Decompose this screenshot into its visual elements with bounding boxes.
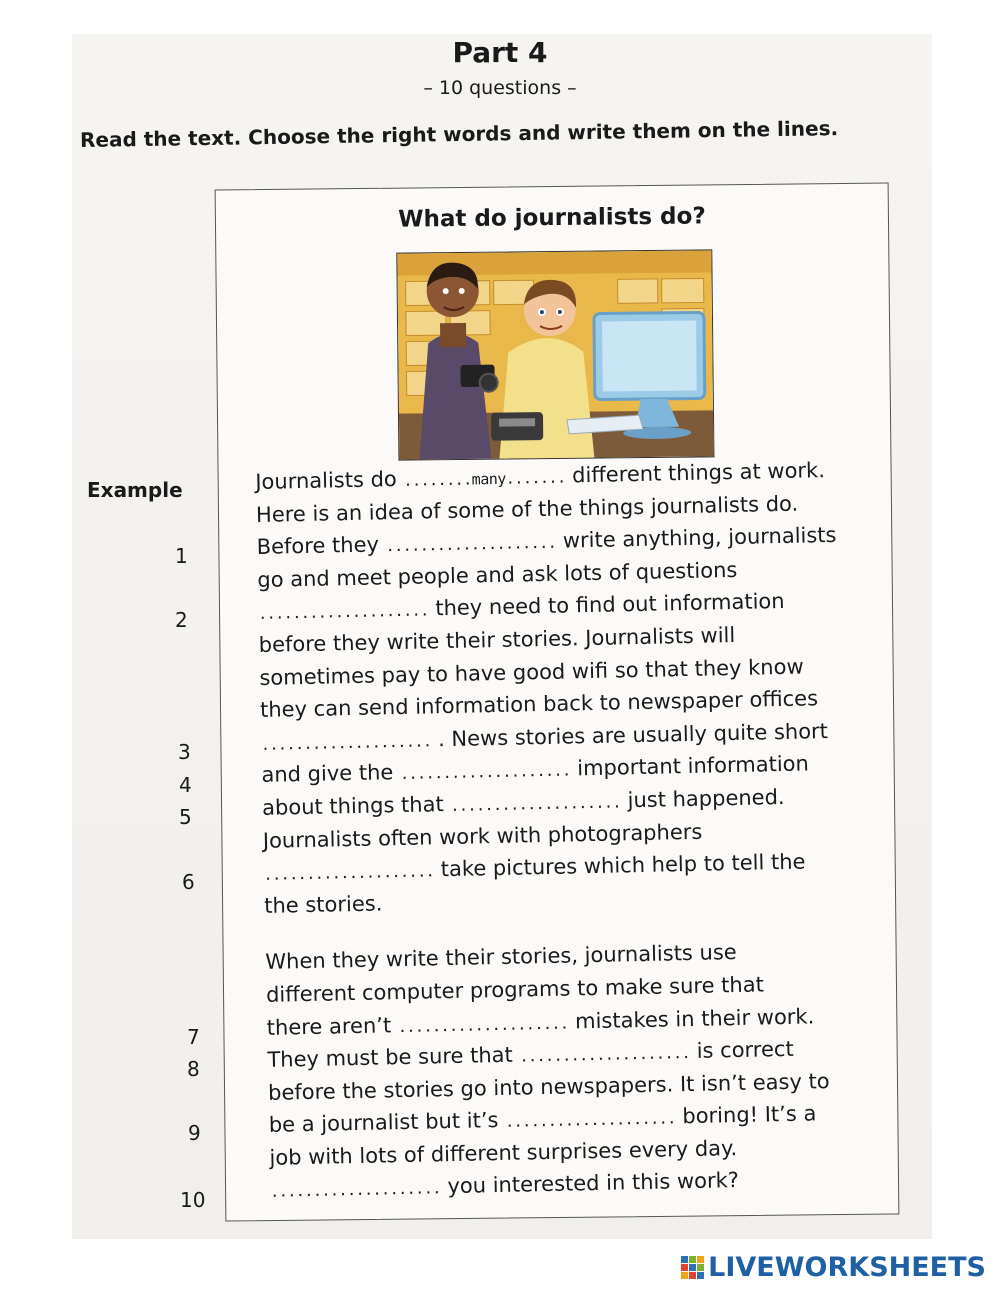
answer-blank-2[interactable]: ....................	[257, 601, 429, 624]
text-line: they can send information back to newspaper offices	[259, 686, 819, 723]
text-line: sometimes pay to have good wifi so that they know	[259, 654, 804, 690]
text-line: Before they .................... write anything, journalists	[256, 523, 837, 560]
story-title: What do journalists do?	[398, 203, 706, 233]
text-line: .................... take pictures which help to tell the	[263, 849, 806, 885]
text-line: .................... they need to find out information	[257, 589, 785, 624]
logo-icon	[681, 1256, 704, 1279]
question-number: 10	[180, 1188, 206, 1212]
brand-name: LIVEWORKSHEETS	[708, 1252, 986, 1283]
text-line: there aren’t .................... mistakes in their work.	[266, 1003, 815, 1040]
example-answer-blank: ........many.......	[403, 468, 566, 490]
text-line: and give the .................... important information	[261, 751, 810, 788]
question-number: 5	[179, 805, 192, 829]
answer-blank-1[interactable]: ....................	[385, 533, 557, 556]
text-line: job with lots of different surprises every day.	[269, 1135, 738, 1170]
text-line: When they write their stories, journalists use	[265, 940, 737, 975]
question-number: 1	[175, 544, 188, 568]
answer-blank-3[interactable]: ....................	[260, 732, 432, 754]
two-journalists-at-computer-image	[396, 249, 714, 460]
text-line: They must be sure that .................... is correct	[267, 1036, 794, 1072]
text-line: about things that .................... just happened.	[261, 784, 785, 820]
text-line: Here is an idea of some of the things journalists do.	[255, 491, 799, 527]
page-subtitle: – 10 questions –	[423, 77, 577, 99]
text-line: the stories.	[263, 891, 383, 918]
question-numbers	[80, 470, 220, 1230]
answer-blank-10[interactable]: ....................	[270, 1179, 441, 1202]
answer-blank-7[interactable]: ....................	[397, 1014, 569, 1036]
question-number: 7	[187, 1025, 200, 1049]
text-line: different computer programs to make sure that	[265, 972, 765, 1007]
answer-blank-4[interactable]: ....................	[399, 761, 571, 784]
question-number: 4	[179, 773, 192, 797]
text-line: Journalists do ........many....... different things at work.	[255, 458, 826, 494]
answer-blank-6[interactable]: ....................	[263, 862, 435, 885]
page-title: Part 4	[452, 36, 548, 69]
question-number: 9	[188, 1121, 201, 1145]
example-label: Example	[87, 478, 183, 502]
instruction: Read the text. Choose the right words and write them on the lines.	[79, 116, 839, 152]
answer-blank-5[interactable]: ....................	[450, 793, 622, 815]
text-line: Journalists often work with photographers	[262, 819, 703, 853]
text-line: before they write their stories. Journalists will	[258, 622, 736, 657]
liveworksheets-logo[interactable]	[681, 1252, 986, 1283]
text-line: before the stories go into newspapers. It isn’t easy to	[267, 1068, 830, 1105]
text-line: go and meet people and ask lots of questions	[257, 557, 738, 592]
answer-blank-9[interactable]: ....................	[504, 1109, 676, 1132]
text-line: .................... . News stories are usually quite short	[260, 718, 829, 754]
text-line: be a journalist but it’s .................... boring! It’s a	[268, 1101, 817, 1138]
text-line: .................... you interested in this work?	[270, 1168, 740, 1202]
question-number: 8	[187, 1057, 200, 1081]
answer-blank-8[interactable]: ....................	[519, 1044, 691, 1066]
question-number: 3	[178, 740, 191, 764]
question-number: 6	[182, 870, 195, 894]
question-number: 2	[175, 608, 188, 632]
story-text	[255, 453, 910, 1207]
